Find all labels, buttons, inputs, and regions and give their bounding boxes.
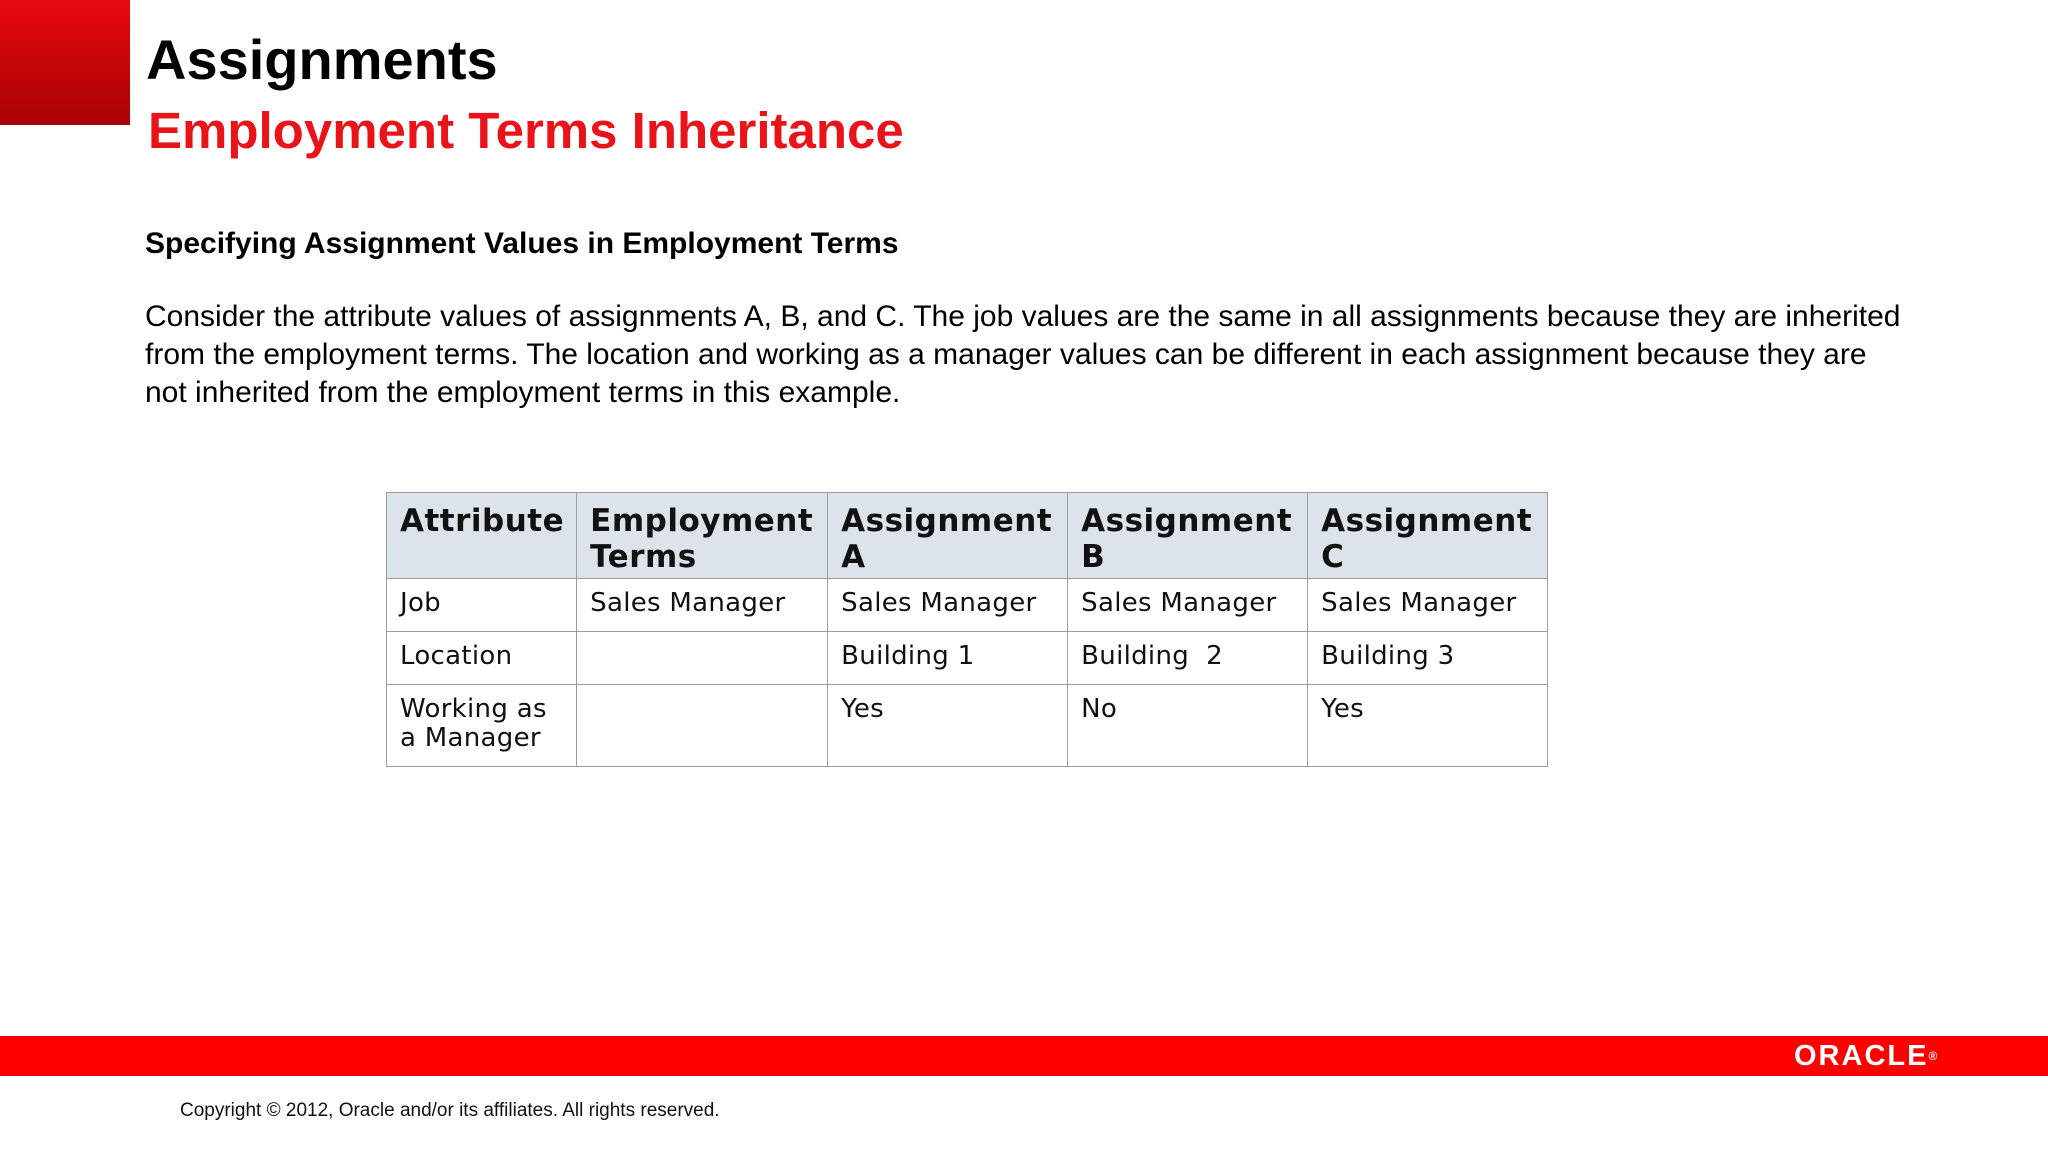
cell-job-assignment-c: Sales Manager <box>1308 579 1548 632</box>
section-heading: Specifying Assignment Values in Employment Terms <box>145 227 899 260</box>
cell-job-employment-terms: Sales Manager <box>577 579 828 632</box>
cell-location-employment-terms <box>577 632 828 685</box>
registered-mark: ® <box>1928 1049 1938 1063</box>
table-row <box>387 685 1548 767</box>
header-assignment-b: Assignment B <box>1068 493 1308 579</box>
oracle-logo-text: ORACLE <box>1794 1040 1929 1072</box>
oracle-logo <box>1794 1040 1937 1072</box>
footer-red-bar <box>0 1036 2048 1076</box>
header-attribute: Attribute <box>387 493 577 579</box>
table-row <box>387 579 1548 632</box>
corner-accent-block <box>0 0 130 125</box>
cell-attribute-working-as-manager: Working as a Manager <box>387 685 577 767</box>
copyright-notice: Copyright © 2012, Oracle and/or its affiliates. All rights reserved. <box>180 1100 720 1121</box>
cell-manager-employment-terms <box>577 685 828 767</box>
cell-job-assignment-b: Sales Manager <box>1068 579 1308 632</box>
header-employment-terms: Employment Terms <box>577 493 828 579</box>
slide-subtitle: Employment Terms Inheritance <box>148 102 904 159</box>
table-header-row <box>387 493 1548 579</box>
cell-location-assignment-b: Building 2 <box>1068 632 1308 685</box>
slide-title: Assignments <box>146 28 498 91</box>
cell-location-assignment-c: Building 3 <box>1308 632 1548 685</box>
cell-manager-assignment-c: Yes <box>1308 685 1548 767</box>
table-row <box>387 632 1548 685</box>
body-paragraph: Consider the attribute values of assignments A, B, and C. The job values are the same in all assignments because they are inherited from the employment terms. The location and working as a manager values can be different in each assignment because they are not inherited from the employment terms in this example. <box>145 300 1901 409</box>
cell-manager-assignment-b: No <box>1068 685 1308 767</box>
cell-location-assignment-a: Building 1 <box>828 632 1068 685</box>
employment-terms-table <box>386 492 1548 767</box>
cell-attribute-location: Location <box>387 632 577 685</box>
cell-attribute-job: Job <box>387 579 577 632</box>
header-assignment-c: Assignment C <box>1308 493 1548 579</box>
cell-manager-assignment-a: Yes <box>828 685 1068 767</box>
cell-job-assignment-a: Sales Manager <box>828 579 1068 632</box>
header-assignment-a: Assignment A <box>828 493 1068 579</box>
